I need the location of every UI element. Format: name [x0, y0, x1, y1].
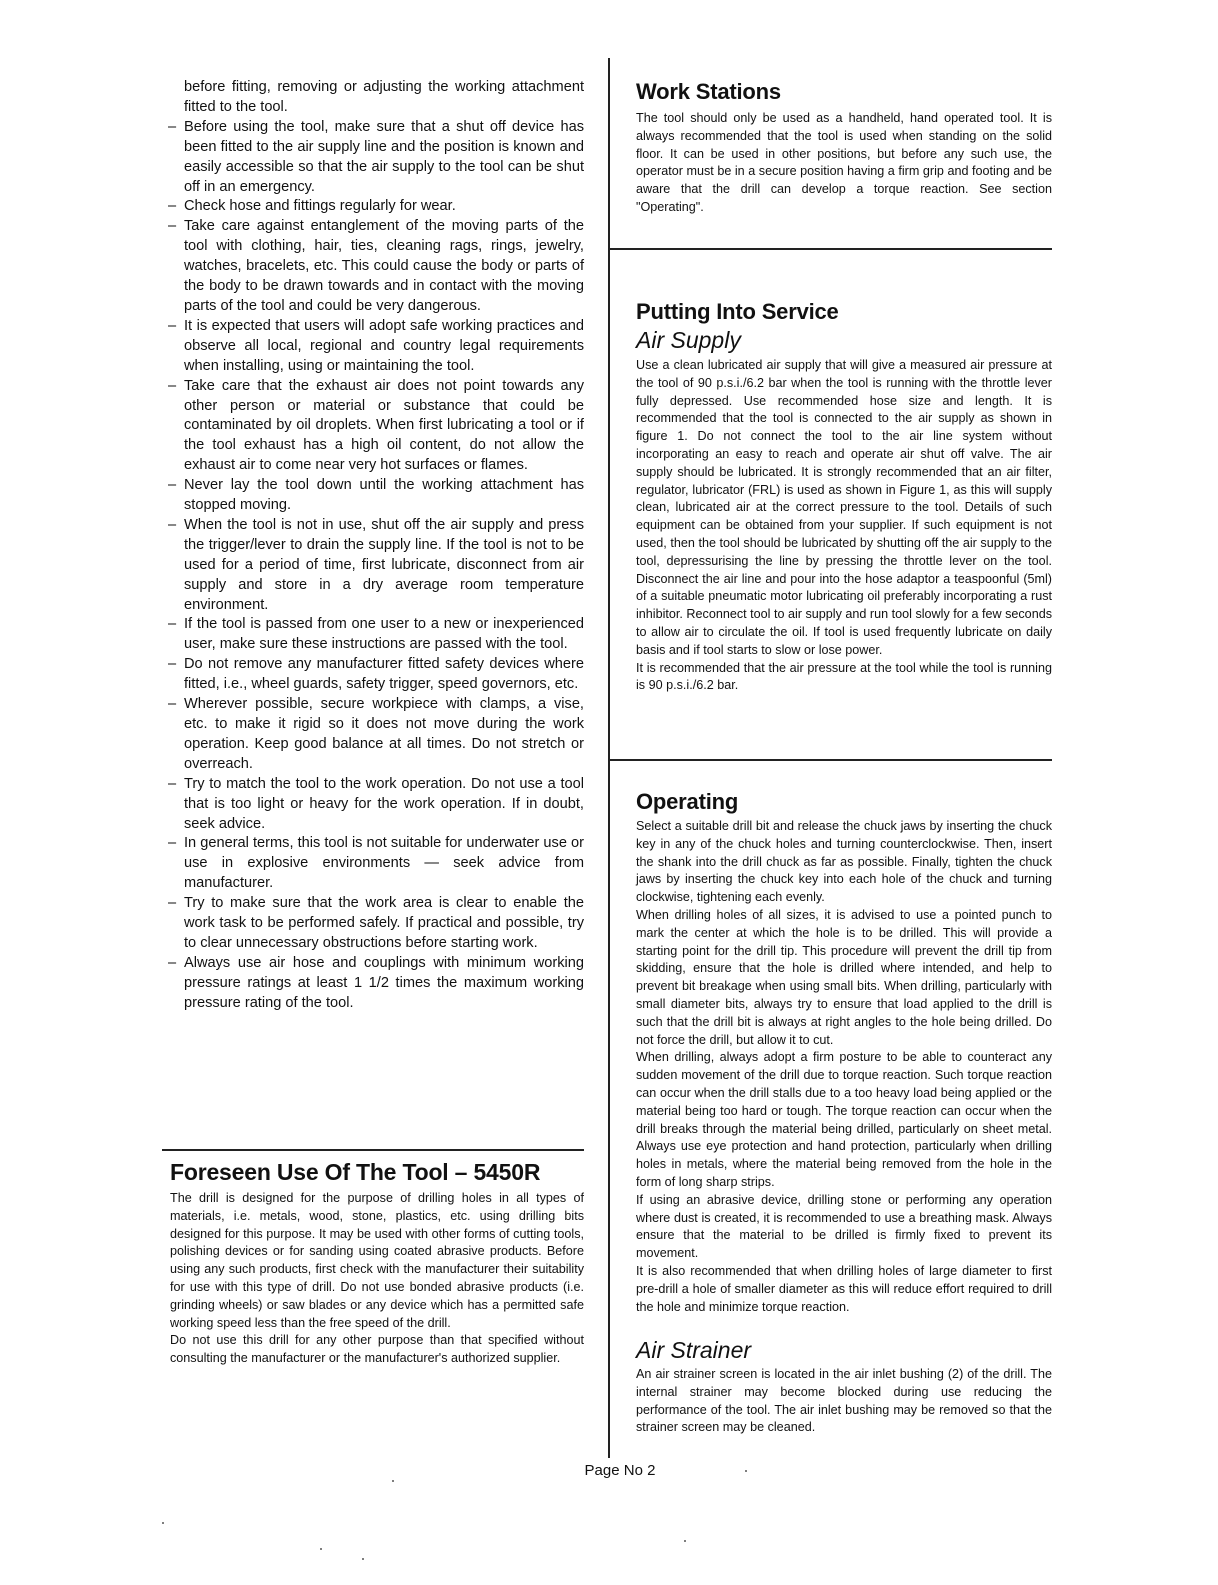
putting-into-service-section: [636, 298, 1052, 695]
foreseen-use-heading: Foreseen Use Of The Tool – 5450R: [170, 1159, 541, 1185]
right-rule-1: [610, 248, 1052, 250]
list-item: – Try to match the tool to the work operation. Do not use a tool that is too light or heavy for the work operation. If in doubt, seek advice.: [168, 775, 584, 832]
air-supply-para-2: It is recommended that the air pressure at the tool while the tool is running is 90 p.s.i./6.2 bar.: [636, 660, 1052, 693]
operating-para-3: When drilling, always adopt a firm posture to be able to counteract any sudden movement of the drill due to torque reaction. Such torque reaction can occur when the drill stalls due to a too heavy load being applied or the material being too hard or tough. The torque reaction can occur when the drill breaks through the material being drilled, particularly on sheet metal. Always use eye protection and hand protection, particularly when drilling holes in metals, where the material being removed from the hole in the form of long sharp strips.: [636, 1050, 1052, 1189]
operating-para-4: If using an abrasive device, drilling stone or performing any operation where dust is created, it is recommended to use a breathing mask. Always ensure that the material to be drilled is firmly fixed to prevent its movement.: [636, 1192, 1052, 1261]
list-item: – When the tool is not in use, shut off the air supply and press the trigger/lever to drain the supply line. If the tool is not to be used for a period of time, first lubricate, disconnect from air supply and store in a dry average room temperature environment.: [168, 516, 584, 613]
left-section-rule: [162, 1149, 584, 1151]
scan-speck: [162, 1522, 164, 1524]
scan-speck: [684, 1540, 686, 1542]
work-stations-heading: Work Stations: [636, 79, 781, 104]
air-supply-para-1: Use a clean lubricated air supply that will give a measured air pressure at the tool of 90 p.s.i./6.2 bar when the tool is running with the throttle lever fully depressed. Use recommended hose size and length. It is recommended that the tool is connected to the air supply as shown in figure 1. Do not connect the tool to the air line system without incorporating an easy to reach and operate air shut off valve. The air supply should be lubricated. It is strongly recommended that an air filter, regulator, lubricator (FRL) is used as shown in Figure 1, as this will supply clean, lubricated air at the correct pressure to the tool. Details of such equipment can be obtained from your supplier. If such equipment is not used, then the tool should be lubricated by shutting off the air supply to the tool, depressurising the line by pressing the throttle lever on the tool. Disconnect the air line and pour into the hose adaptor a teaspoonful (5ml) of a suitable pneumatic motor lubricating oil preferably incorporating a rust inhibitor. Reconnect tool to air supply and run tool slowly for a few seconds to allow air to circulate the oil. If tool is used frequently lubricate on daily basis and if tool starts to slow or lose power.: [636, 358, 1052, 657]
list-item: – Do not remove any manufacturer fitted safety devices where fitted, i.e., wheel guards, safety trigger, speed governors, etc.: [168, 656, 584, 693]
right-rule-2: [610, 759, 1052, 761]
operating-para-5: It is also recommended that when drilling holes of large diameter to first pre-drill a hole of smaller diameter as this will reduce effort required to drill the hole and minimize torque reaction.: [636, 1263, 1052, 1314]
air-strainer-section: [636, 1336, 1052, 1437]
list-item: – Before using the tool, make sure that a shut off device has been fitted to the air supply line and the position is known and easily accessible so that the air supply to the tool can be shut off in an emergency.: [168, 118, 584, 195]
scan-speck: [362, 1558, 364, 1560]
list-item: – If the tool is passed from one user to a new or inexperienced user, make sure these instructions are passed with the tool.: [168, 616, 584, 653]
left-column: [162, 78, 584, 1014]
air-strainer-heading: Air Strainer: [636, 1337, 752, 1363]
page-number: Page No 2: [584, 1462, 656, 1479]
safety-bullet-list: [162, 78, 584, 1014]
air-supply-subheading: Air Supply: [636, 327, 741, 353]
list-item: – Take care that the exhaust air does not point towards any other person or material or substance that could be contaminated by oil droplets. When first lubricating a tool or if the tool exhaust has a high oil content, do not allow the exhaust air to come near very hot surfaces or flames.: [168, 377, 584, 474]
list-item: – Always use air hose and couplings with minimum working pressure ratings at least 1 1/2 times the maximum working pressure rating of the tool.: [168, 954, 584, 1011]
list-item: – In general terms, this tool is not suitable for underwater use or use in explosive environments — seek advice from manufacturer.: [168, 835, 584, 892]
list-item: – Take care against entanglement of the moving parts of the tool with clothing, hair, ties, cleaning rags, rings, jewelry, watches, bracelets, etc. This could cause the body or parts of the body to be drawn towards and in contact with the moving parts of the tool and could be very dangerous.: [168, 218, 584, 314]
foreseen-use-para-1: The drill is designed for the purpose of drilling holes in all types of materials, i.e. metals, wood, stone, plastics, etc. using drilling bits designed for this purpose. It may be used with other forms of cutting tools, polishing devices or for sanding using coated abrasive products. Before using any such products, first check with the manufacturer their suitability for use with this type of drill. Do not use bonded abrasive products (i.e. grinding wheels) or saw blades or any device which has a permitted safe working speed less than the free speed of the drill.: [170, 1191, 584, 1330]
list-item: – Check hose and fittings regularly for wear.: [168, 198, 456, 215]
operating-para-2: When drilling holes of all sizes, it is advised to use a pointed punch to mark the center at which the hole is to be drilled. This will provide a starting point for the drill tip. This procedure will prevent the drill tip from skidding, ensure that the hole is drilled where intended, and help to prevent bit breakage when using small bits. When drilling, particularly with small diameter bits, always try to ensure that load applied to the drill is such that the drill bit is always at right angles to the hole being drilled. Do not force the drill, but allow it to cut.: [636, 907, 1052, 1047]
list-item: – Try to make sure that the work area is clear to enable the work task to be performed safely. If practical and possible, try to clear unnecessary obstructions before starting work.: [168, 895, 584, 951]
scan-speck: [745, 1470, 747, 1472]
list-item: – It is expected that users will adopt safe working practices and observe all local, regional and country legal requirements when installing, using or maintaining the tool.: [168, 317, 584, 374]
list-item: – Wherever possible, secure workpiece with clamps, a vise, etc. to make it rigid so it does not move during the work operation. Keep good balance at all times. Do not stretch or overreach.: [168, 696, 584, 772]
operating-para-1: Select a suitable drill bit and release the chuck jaws by inserting the chuck key in any of the chuck holes and turning counterclockwise. Then, insert the shank into the drill chuck as far as possible. Finally, tighten the chuck jaws by inserting the chuck key into each hole of the chuck and turning clockwise, tightening each evenly.: [636, 819, 1052, 905]
list-item: before fitting, removing or adjusting the working attachment fitted to the tool.: [184, 79, 584, 115]
list-item: – Never lay the tool down until the working attachment has stopped moving.: [168, 477, 584, 514]
operating-section: [636, 788, 1052, 1316]
scan-speck: [392, 1480, 394, 1482]
work-stations-para: The tool should only be used as a handheld, hand operated tool. It is always recommended that the tool is used when standing on the solid floor. It can be used in other positions, but before any such use, the operator must be in a secure position having a firm grip and footing and be aware that the drill can develop a torque reaction. See section "Operating".: [636, 111, 1052, 214]
foreseen-use-para-2: Do not use this drill for any other purpose than that specified without consulting the manufacturer or the manufacturer's authorized supplier.: [170, 1333, 584, 1366]
operating-heading: Operating: [636, 789, 739, 814]
putting-into-service-heading: Putting Into Service: [636, 299, 839, 324]
column-divider: [608, 58, 610, 1458]
scan-speck: [320, 1548, 322, 1550]
air-strainer-para: An air strainer screen is located in the air inlet bushing (2) of the drill. The internal strainer may become blocked during use reducing the performance of the tool. The air inlet bushing may be removed so that the strainer screen may be cleaned.: [636, 1367, 1052, 1435]
work-stations-section: [636, 78, 1052, 217]
foreseen-use-section: [170, 1158, 584, 1368]
